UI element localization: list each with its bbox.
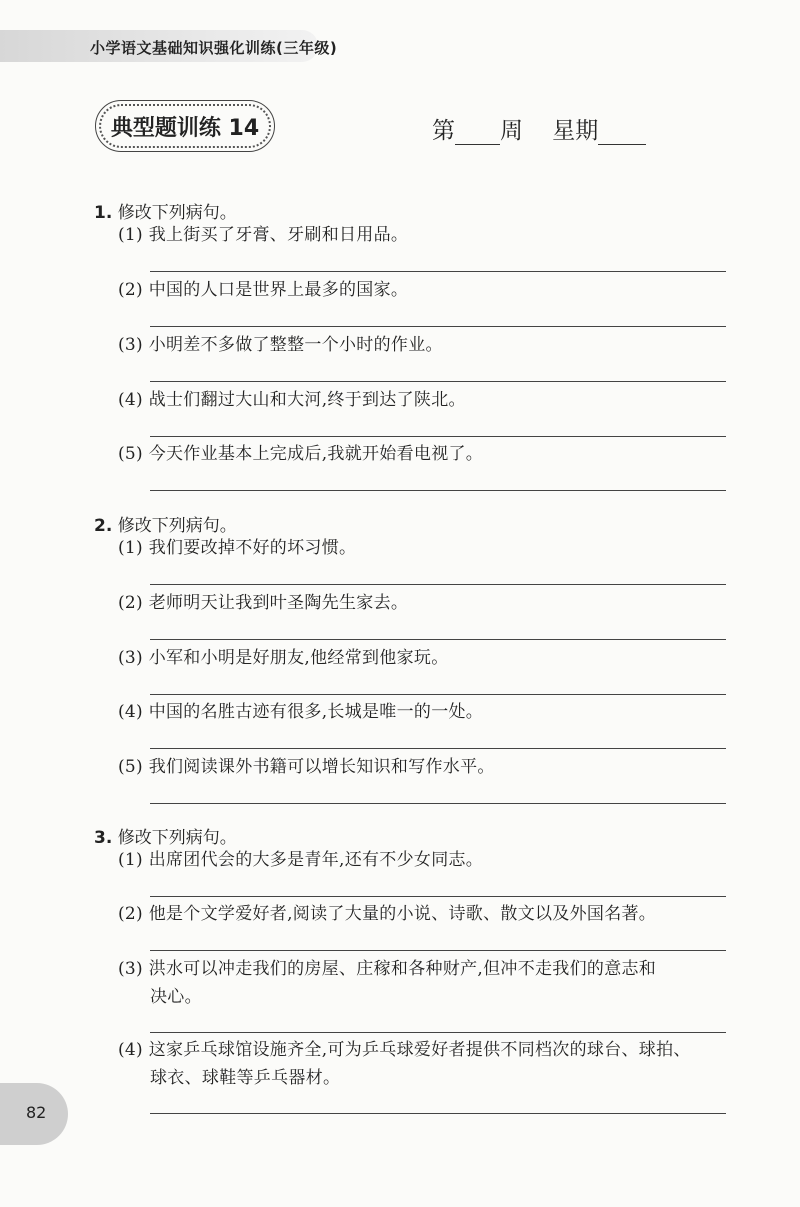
week-day-line: [432, 112, 646, 145]
item-label: (3): [118, 648, 143, 668]
item-text: 老师明天让我到叶圣陶先生家去。: [148, 593, 409, 613]
question-number: 3.: [94, 828, 113, 848]
weekday-blank[interactable]: [598, 120, 646, 145]
item-label: (4): [118, 1040, 143, 1060]
lesson-title-box: [95, 100, 275, 152]
item-text: 这家乒乓球馆设施齐全,可为乒乓球爱好者提供不同档次的球台、球拍、: [148, 1040, 691, 1060]
question-prompt: 修改下列病句。: [117, 203, 237, 223]
item-label: (2): [118, 904, 143, 924]
question-number: 2.: [94, 516, 113, 536]
item-label: (1): [118, 225, 143, 245]
q1-item-1: [118, 221, 728, 249]
item-text: 中国的人口是世界上最多的国家。: [148, 280, 409, 300]
answer-line[interactable]: [150, 748, 726, 749]
answer-line[interactable]: [150, 436, 726, 437]
q2-item-3: [118, 644, 728, 672]
item-text: 小明差不多做了整整一个小时的作业。: [148, 335, 443, 355]
answer-line[interactable]: [150, 490, 726, 491]
q2-item-1: [118, 534, 728, 562]
item-text: 出席团代会的大多是青年,还有不少女同志。: [148, 850, 484, 870]
week-number-blank[interactable]: [455, 120, 500, 145]
item-label: (5): [118, 757, 143, 777]
question-3-title: [94, 823, 237, 848]
item-text: 他是个文学爱好者,阅读了大量的小说、诗歌、散文以及外国名著。: [148, 904, 657, 924]
week-di-label: 第: [432, 118, 455, 144]
answer-line[interactable]: [150, 271, 726, 272]
answer-line[interactable]: [150, 1113, 726, 1114]
item-label: (4): [118, 390, 143, 410]
answer-line[interactable]: [150, 584, 726, 585]
q3-item-1: [118, 846, 728, 874]
item-label: (4): [118, 702, 143, 722]
answer-line[interactable]: [150, 896, 726, 897]
weekday-label: 星期: [552, 118, 599, 144]
item-text: 今天作业基本上完成后,我就开始看电视了。: [148, 444, 484, 464]
question-prompt: 修改下列病句。: [117, 828, 237, 848]
question-1-title: [94, 198, 237, 223]
q2-item-5: [118, 753, 728, 781]
item-text-continued: 决心。: [150, 987, 202, 1007]
item-label: (1): [118, 538, 143, 558]
item-label: (2): [118, 593, 143, 613]
page-number: 82: [26, 1103, 47, 1122]
answer-line[interactable]: [150, 694, 726, 695]
item-label: (2): [118, 280, 143, 300]
item-label: (5): [118, 444, 143, 464]
q1-item-5: [118, 440, 728, 468]
item-text: 战士们翻过大山和大河,终于到达了陕北。: [148, 390, 466, 410]
item-text-continued: 球衣、球鞋等乒乓器材。: [150, 1068, 341, 1088]
q2-item-4: [118, 698, 728, 726]
item-text: 我上街买了牙膏、牙刷和日用品。: [148, 225, 409, 245]
question-number: 1.: [94, 203, 113, 223]
answer-line[interactable]: [150, 803, 726, 804]
q3-item-2: [118, 900, 728, 928]
item-label: (1): [118, 850, 143, 870]
q1-item-4: [118, 386, 728, 414]
lesson-title: 典型题训练 14: [110, 115, 260, 141]
answer-line[interactable]: [150, 639, 726, 640]
item-text: 中国的名胜古迹有很多,长城是唯一的一处。: [148, 702, 484, 722]
item-label: (3): [118, 335, 143, 355]
q1-item-3: [118, 331, 728, 359]
q1-item-2: [118, 276, 728, 304]
item-text: 洪水可以冲走我们的房屋、庄稼和各种财产,但冲不走我们的意志和: [148, 959, 657, 979]
item-text: 我们要改掉不好的坏习惯。: [148, 538, 357, 558]
question-prompt: 修改下列病句。: [117, 516, 237, 536]
answer-line[interactable]: [150, 381, 726, 382]
item-label: (3): [118, 959, 143, 979]
q3-item-4: [118, 1036, 728, 1092]
item-text: 小军和小明是好朋友,他经常到他家玩。: [148, 648, 449, 668]
answer-line[interactable]: [150, 326, 726, 327]
week-zhou-label: 周: [500, 118, 523, 144]
item-text: 我们阅读课外书籍可以增长知识和写作水平。: [148, 757, 495, 777]
question-2-title: [94, 511, 237, 536]
answer-line[interactable]: [150, 950, 726, 951]
answer-line[interactable]: [150, 1032, 726, 1033]
book-title: 小学语文基础知识强化训练(三年级): [90, 39, 338, 57]
q2-item-2: [118, 589, 728, 617]
q3-item-3: [118, 955, 728, 1011]
